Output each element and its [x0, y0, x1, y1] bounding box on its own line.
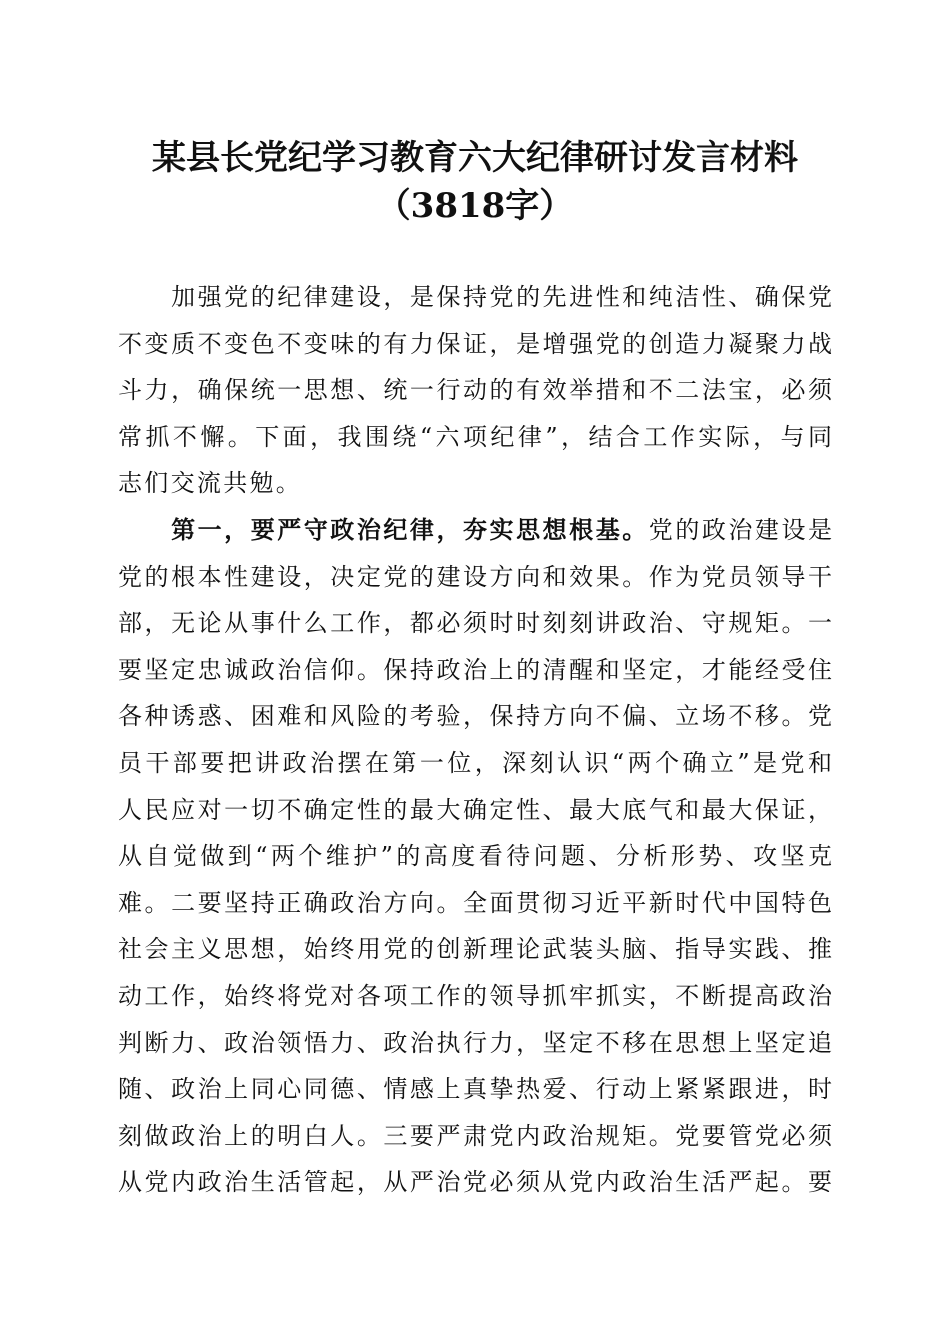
- text-line: 社会主义思想，始终用党的创新理论武装头脑、指导实践、推: [118, 935, 832, 964]
- text-line: 难。二要坚持正确政治方向。全面贯彻习近平新时代中国特色: [118, 888, 832, 917]
- text-line: 部，无论从事什么工作，都必须时时刻刻讲政治、守规矩。一: [118, 609, 832, 638]
- text-line: 要坚定忠诚政治信仰。保持政治上的清醒和坚定，才能经受住: [118, 655, 832, 684]
- title-line-word-count: （3818字）: [376, 186, 574, 226]
- text-line: 判断力、政治领悟力、政治执行力，坚定不移在思想上坚定追: [118, 1028, 832, 1057]
- paragraph-political-discipline: [118, 507, 832, 1206]
- document-title: [118, 134, 832, 230]
- text-line: 动工作，始终将党对各项工作的领导抓牢抓实，不断提高政治: [118, 981, 832, 1010]
- text-fragment: 党的政治建设是: [648, 515, 833, 544]
- text-line: 加强党的纪律建设，是保持党的先进性和纯洁性、确保党: [118, 283, 832, 311]
- text-line-first: [118, 507, 832, 554]
- text-line: 常抓不懈。下面，我围绕“六项纪律”，结合工作实际，与同: [118, 422, 832, 451]
- text-line: 各种诱惑、困难和风险的考验，保持方向不偏、立场不移。党: [118, 702, 832, 731]
- text-line: 人民应对一切不确定性的最大确定性、最大底气和最大保证，: [118, 795, 832, 824]
- text-line: 员干部要把讲政治摆在第一位，深刻认识“两个确立”是党和: [118, 748, 832, 777]
- text-line: 从自觉做到“两个维护”的高度看待问题、分析形势、攻坚克: [118, 842, 832, 871]
- document-body: [118, 274, 832, 1206]
- text-line: 刻做政治上的明白人。三要严肃党内政治规矩。党要管党必须: [118, 1121, 832, 1150]
- text-line: 党的根本性建设，决定党的建设方向和效果。作为党员领导干: [118, 562, 832, 591]
- text-line: 随、政治上同心同德、情感上真挚热爱、行动上紧紧跟进，时: [118, 1075, 832, 1104]
- title-line-main: 某县长党纪学习教育六大纪律研讨发言材料: [152, 138, 798, 178]
- text-line: 不变质不变色不变味的有力保证，是增强党的创造力凝聚力战: [118, 329, 832, 358]
- paragraph-intro: [118, 274, 832, 507]
- section-lead-heading: 第一，要严守政治纪律，夯实思想根基。: [118, 514, 649, 544]
- text-line: 斗力，确保统一思想、统一行动的有效举措和不二法宝，必须: [118, 376, 832, 405]
- text-line: 志们交流共勉。: [118, 469, 303, 498]
- text-line: 从党内政治生活管起，从严治党必须从党内政治生活严起。要: [118, 1168, 832, 1197]
